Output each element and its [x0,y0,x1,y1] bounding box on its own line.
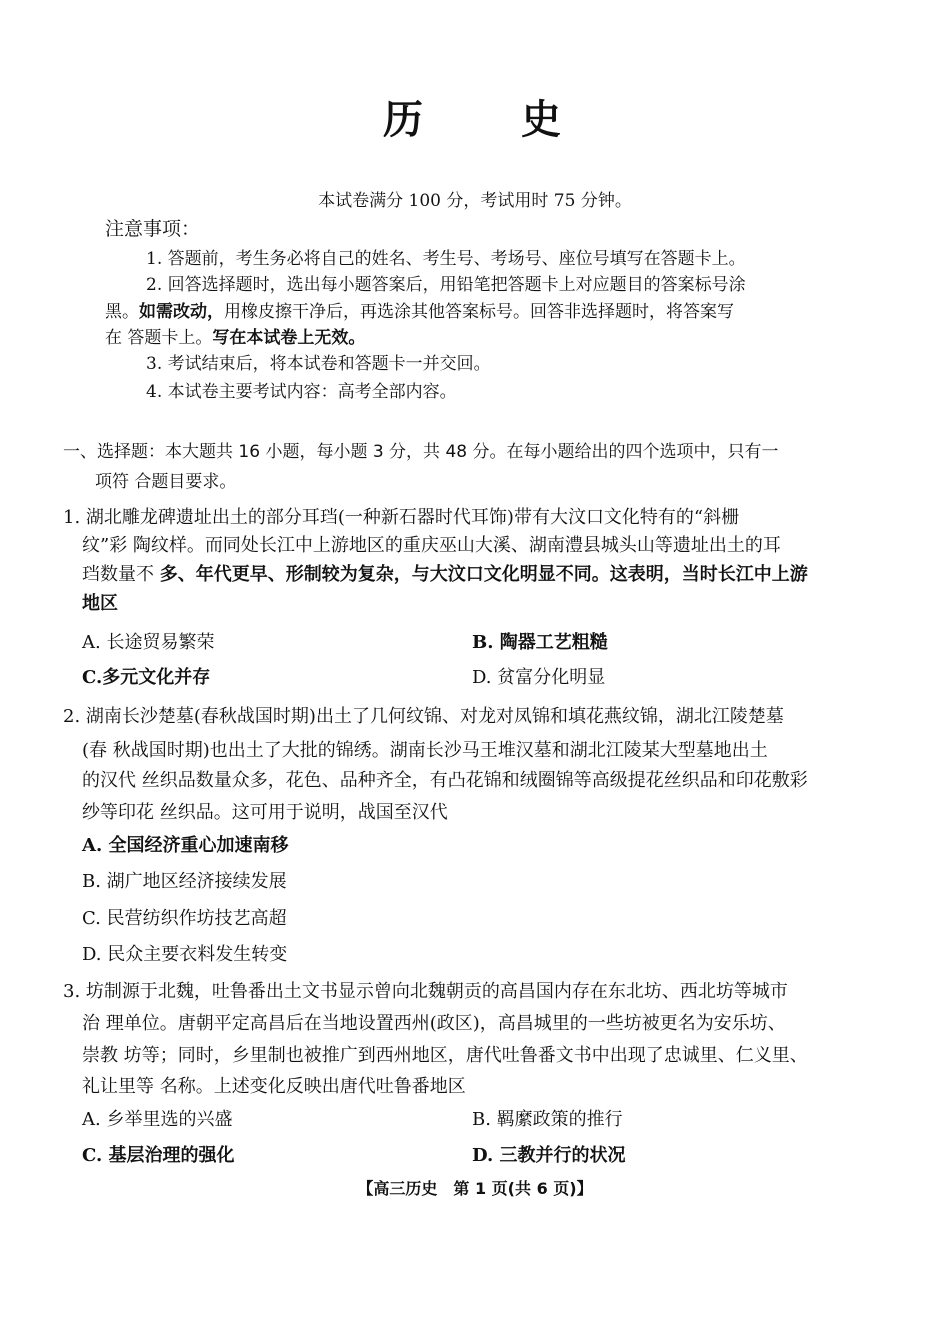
q1-option-a: A. 长途贸易繁荣 [82,632,215,653]
q2-option-d: D. 民众主要衣料发生转变 [82,944,288,965]
notice-line-3: 3. 考试结束后，将本试卷和答题卡一并交回。 [146,354,491,374]
notice-text: 用橡皮擦干净后，再选涂其他答案标号。回答非选择题时，将答案写 [224,302,734,322]
notice-text: 黑。 [105,302,139,322]
section-heading-cont: 项符 合题目要求。 [95,472,237,492]
q2-stem-line-4: 纱等印花 丝织品。这可用于说明，战国至汉代 [82,802,448,823]
q2-option-b: B. 湖广地区经济接续发展 [82,871,287,892]
q1-option-c: C.多元文化并存 [82,667,211,688]
q1-stem-line-4: 地区 [82,593,118,614]
q3-option-c: C. 基层治理的强化 [82,1145,235,1166]
q1-stem-line-3 [82,560,808,586]
q3-stem-line-3: 崇教 坊等；同时，乡里制也被推广到西州地区，唐代吐鲁番文书中出现了忠诚里、仁义里、 [82,1045,808,1066]
notice-line-2b [105,297,734,322]
q1-stem-line-2: 纹”彩 陶纹样。而同处长江中上游地区的重庆巫山大溪、湖南澧县城头山等遗址出土的耳 [82,535,781,556]
q1-option-d: D. 贫富分化明显 [472,667,606,688]
q2-stem-line-2: (春 秋战国时期)也出土了大批的锦绣。湖南长沙马王堆汉墓和湖北江陵某大型墓地出土 [82,740,768,761]
notice-line-2c [105,323,365,348]
notice-heading: 注意事项： [105,218,201,240]
notice-line-1: 1. 答题前，考生务必将自己的姓名、考生号、考场号、座位号填写在答题卡上。 [146,249,746,269]
q3-option-d: D. 三教并行的状况 [472,1145,626,1166]
q3-stem-line-2: 治 理单位。唐朝平定高昌后在当地设置西州(政区)，高昌城里的一些坊被更名为安乐坊、 [82,1013,786,1034]
notice-line-2a: 2. 回答选择题时，选出每小题答案后，用铅笔把答题卡上对应题目的答案标号涂 [146,275,746,295]
page-title: 历 史 [383,97,567,143]
page-footer: 【高三历史 第 1 页(共 6 页)】 [357,1179,593,1198]
notice-line-4: 4. 本试卷主要考试内容：高考全部内容。 [146,382,457,402]
q2-stem-line-3: 的汉代 丝织品数量众多，花色、品种齐全，有凸花锦和绒圈锦等高级提花丝织品和印花敷彩 [82,770,808,791]
q1-option-b: B. 陶器工艺粗糙 [472,632,608,653]
q2-option-a: A. 全国经济重心加速南移 [82,835,289,856]
q2-option-c: C. 民营纺织作坊技艺高超 [82,908,287,929]
exam-info: 本试卷满分 100 分，考试用时 75 分钟。 [318,191,632,211]
q2-stem-line-1: 2. 湖南长沙楚墓(春秋战国时期)出土了几何纹锦、对龙对凤锦和填花燕纹锦，湖北江陵楚墓 [63,706,784,727]
notice-bold-text: 写在本试卷上无效。 [212,328,366,348]
notice-bold-text: 如需改动， [139,302,224,322]
notice-text: 在 答题卡上。 [105,328,213,348]
q3-stem-line-1: 3. 坊制源于北魏，吐鲁番出土文书显示曾向北魏朝贡的高昌国内存在东北坊、西北坊等城市 [63,981,788,1002]
q3-option-b: B. 羁縻政策的推行 [472,1109,623,1130]
q3-option-a: A. 乡举里选的兴盛 [82,1109,233,1130]
q1-stem-line-1: 1. 湖北雕龙碑遗址出土的部分耳珰(一种新石器时代耳饰)带有大汶口文化特有的“斜栅 [63,507,740,528]
q1-stem-text: 珰数量不 [82,564,160,585]
section-heading: 一、选择题：本大题共 16 小题，每小题 3 分，共 48 分。在每小题给出的四个选项中，只有一 [63,442,779,462]
q3-stem-line-4: 礼让里等 名称。上述变化反映出唐代吐鲁番地区 [82,1076,466,1097]
q1-stem-bold: 多、年代更早、形制较为复杂，与大汶口文化明显不同。这表明，当时长江中上游 [159,564,808,585]
